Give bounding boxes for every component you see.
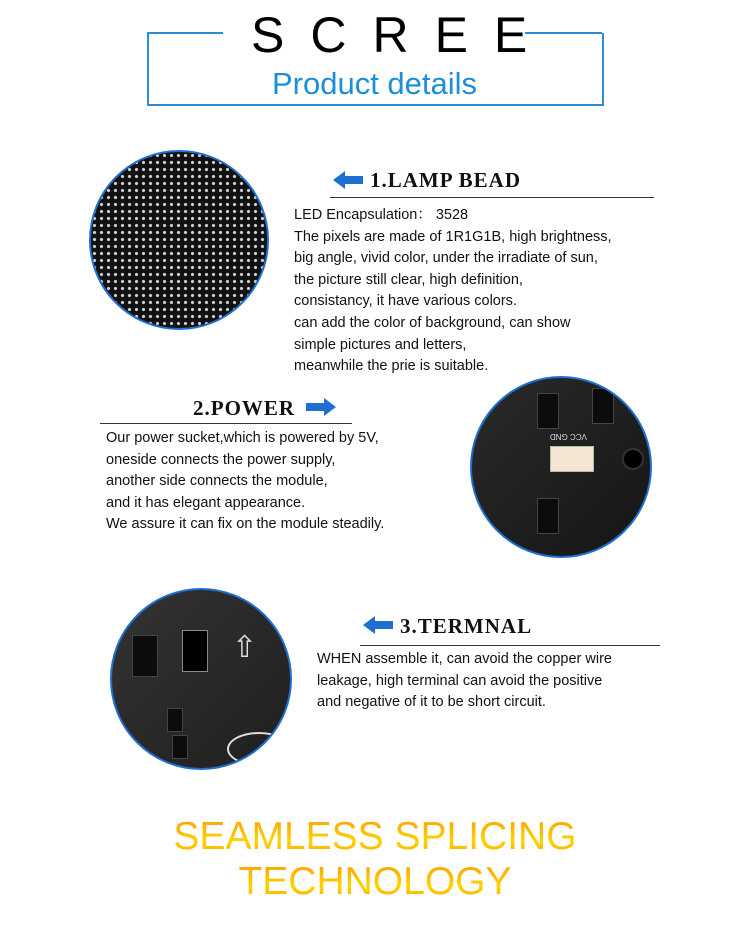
heading-underline <box>100 423 352 424</box>
heading-underline <box>330 197 654 198</box>
arrow-left-icon <box>333 171 363 189</box>
footer-headline-line1: SEAMLESS SPLICING <box>0 815 750 859</box>
heading-underline <box>360 645 660 646</box>
arrow-right-icon <box>306 398 336 416</box>
text-line: and negative of it to be short circuit. <box>317 694 546 711</box>
text-line: oneside connects the power supply, <box>106 451 336 468</box>
text-line: WHEN assemble it, can avoid the copper wire <box>317 651 612 667</box>
lamp-bead-image <box>89 150 269 330</box>
page-title: SCREE <box>251 7 554 63</box>
power-socket-image <box>470 376 652 558</box>
text-line: We assure it can fix on the module steadily. <box>106 516 385 533</box>
text-line: LED Encapsulation： 3528 <box>294 207 469 223</box>
text-line: meanwhile the prie is suitable. <box>294 358 489 375</box>
text-line: consistancy, it have various colors. <box>294 293 517 310</box>
frame-divider <box>147 32 223 34</box>
section-heading-terminal: 3.TERMNAL <box>400 614 533 638</box>
gnd-label: GND <box>550 432 568 441</box>
power-connector <box>550 446 594 472</box>
terminal-description <box>317 649 612 714</box>
text-line: Our power sucket,which is powered by 5V, <box>106 430 379 446</box>
section-heading-lamp-bead: 1.LAMP BEAD <box>370 168 522 192</box>
page-subtitle: Product details <box>271 66 478 101</box>
text-line: another side connects the module, <box>106 473 328 490</box>
text-line: the picture still clear, high definition, <box>294 271 523 288</box>
power-description <box>106 428 384 536</box>
text-line: simple pictures and letters, <box>294 336 467 353</box>
text-line: and it has elegant appearance. <box>106 494 306 511</box>
text-line: The pixels are made of 1R1G1B, high brightness, <box>294 228 612 245</box>
text-line: can add the color of background, can show <box>294 314 571 331</box>
text-line: leakage, high terminal can avoid the positive <box>317 672 603 689</box>
terminal-image: ⇧ <box>110 588 292 770</box>
arrow-left-icon <box>363 616 393 634</box>
section-heading-power: 2.POWER <box>193 396 296 420</box>
footer-headline-line2: TECHNOLOGY <box>0 860 750 904</box>
lamp-bead-description <box>294 205 612 378</box>
text-line: big angle, vivid color, under the irradiate of sun, <box>294 250 598 267</box>
vcc-label: VCC <box>570 432 587 441</box>
